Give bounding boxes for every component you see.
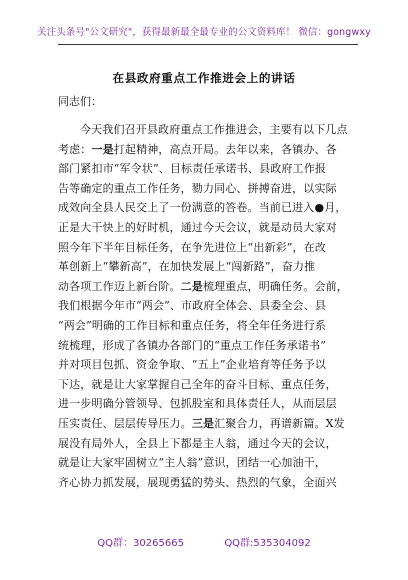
- body-text-run: 照今年下半年目标任务，在争先进位上“出新彩”，在改: [58, 240, 326, 254]
- body-line: [58, 296, 354, 316]
- body-text-run: 动各项工作迈上新台阶。: [58, 279, 181, 293]
- body-text-run: 成效向全县人民交上了一份满意的答卷。当前已进入●月，: [58, 201, 347, 215]
- body-text-run: 进一步明确分管领导、包抓股室和具体责任人，从而层层: [58, 397, 337, 411]
- body-line: [58, 375, 354, 395]
- body-line: [58, 257, 354, 277]
- body-paragraph: [58, 120, 354, 492]
- body-line: [58, 355, 354, 375]
- footer-qq-group-1: QQ群：30265665: [97, 538, 184, 549]
- salutation: 同志们：: [58, 95, 102, 108]
- body-line: [58, 434, 354, 454]
- body-line: [58, 473, 354, 493]
- body-line: [58, 198, 354, 218]
- body-line: [58, 238, 354, 258]
- body-text-run: 正是大干快上的好时机，通过今天会议，就是动员大家对: [58, 220, 337, 234]
- body-line: [58, 179, 354, 199]
- body-line: [58, 277, 354, 297]
- body-text-run: 统梳理，形成了各镇办各部门的“重点工作任务承诺书”: [58, 338, 326, 352]
- body-text-run: 打起精神，高点开局。去年以来，各镇办、各: [113, 142, 337, 156]
- body-text-run: 今天我们召开县政府重点工作推进会，主要有以下几点: [80, 123, 348, 136]
- body-line: [58, 159, 354, 179]
- body-line: [58, 336, 354, 356]
- body-line: [58, 414, 354, 434]
- body-line: [58, 453, 354, 473]
- emphasis-marker: 一是: [91, 142, 114, 156]
- body-text-run: 并对项目包抓、资金争取、“五上”企业培育等任务予以: [58, 358, 326, 372]
- header-divider: [58, 44, 358, 45]
- body-text-run: 梳理重点，明确任务。会前，: [202, 279, 348, 293]
- body-text-run: 汇聚合力，再谱新篇。X发: [214, 416, 345, 430]
- body-text-run: 革创新上“攀新高”，在加快发展上“闯新路”，奋力推: [58, 260, 316, 274]
- body-text-run: 部门紧扣市“军令状”、目标责任承诺书、县政府工作报: [58, 162, 326, 176]
- body-text-run: 下达，就是让大家掌握自己全年的奋斗目标、重点任务，: [58, 377, 337, 391]
- emphasis-marker: 二是: [180, 279, 203, 293]
- body-text-run: 就是让大家牢固树立“主人翁”意识，团结一心加油干，: [58, 456, 326, 470]
- document-title: 在县政府重点工作推进会上的讲话: [112, 71, 296, 85]
- body-line: [58, 218, 354, 238]
- body-line: [58, 140, 354, 160]
- body-text-run: 告等确定的重点工作任务，勠力同心、拼搏奋进，以实际: [58, 181, 337, 195]
- body-text-run: “两会”明确的工作目标和重点任务，将全年任务进行系: [58, 318, 326, 332]
- body-line: [58, 120, 354, 140]
- header-note: 关注头条号"公文研究"，获得最新最全最专业的公文资料库！ 微信：gongwxy: [37, 27, 371, 38]
- body-text-run: 我们根据今年市“两会”、市政府全体会、县委全会、县: [58, 299, 326, 313]
- body-line: [58, 394, 354, 414]
- body-line: [58, 316, 354, 336]
- body-text-run: 考虑：: [58, 142, 92, 156]
- body-text-run: 压实责任、层层传导压力。: [58, 416, 192, 430]
- footer: [0, 534, 408, 549]
- emphasis-marker: 三是: [191, 416, 215, 430]
- body-text-run: 展没有局外人，全县上下都是主人翁，通过今天的会议，: [58, 436, 337, 450]
- body-text-run: 齐心协力抓发展，展现勇猛的势头、热烈的气象，全面兴: [58, 475, 337, 489]
- footer-qq-group-2: QQ群:535304092: [224, 538, 311, 549]
